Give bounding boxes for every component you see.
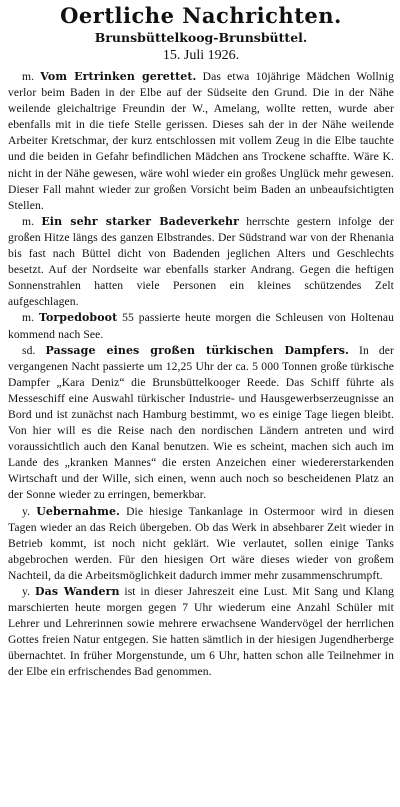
article-heading: Torpedoboot bbox=[38, 311, 118, 325]
article-heading: Uebernahme. bbox=[36, 504, 120, 518]
article-torpedo-boat bbox=[8, 310, 394, 342]
article-heading: Das Wandern bbox=[34, 585, 120, 598]
section-title: Oertliche Nachrichten. bbox=[60, 3, 342, 28]
article-prefix: m. bbox=[22, 214, 42, 228]
issue-date: 15. Juli 1926. bbox=[162, 48, 240, 63]
section-subtitle: Brunsbüttelkoog-Brunsbüttel. bbox=[94, 30, 308, 45]
article-prefix: y. bbox=[22, 504, 37, 518]
article-body: Die hiesige Tankanlage in Ostermoor wird in diesen Tagen wieder an das Reich übergeben. Ob das Werk in absehbarer Zeit wieder in Betrieb kommt, ist noch nicht geklärt. Wie verlautet, sollen einige Tanks abgebrochen werden. Für den hiesigen Ort wäre dieses wieder von großem Nachteil, da die Arbeitsmöglichkeit dadurch immer mehr zusammenschrumpft. bbox=[8, 504, 394, 582]
article-body: herrschte gestern infolge der großen Hitze längs des ganzen Elbstrandes. Der Südstrand war von der Rhenania bis fast nach Büttel dicht von Badenden jeglichen Alters und Geschlechts besetzt. Auf der Nordseite war ebenfalls starker Andrang. Gegen die heftigen Sonnenstrahlen hatten viele Personen ein kleines schützendes Zelt aufgeschlagen. bbox=[8, 214, 394, 309]
article-body: 55 passierte heute morgen die Schleusen von Holtenau kommend nach See. bbox=[8, 311, 394, 341]
article-prefix: sd. bbox=[22, 343, 46, 357]
article-heading: Vom Ertrinken gerettet. bbox=[40, 70, 197, 83]
article-body: ist in dieser Jahreszeit eine Lust. Mit Sang und Klang marschierten heute morgen gegen 7 Uhr wiederum eine Anzahl Schüler mit Lehrer und Lehrerinnen sowie mehrere erwachsene Wandervögel der herrlichen Gottes freien Natur entgegen. Sie hatten sämtlich in der hiesigen Jugendherberge übernachtet. In früher Morgenstunde, um 6 Uhr, hatten schon alle Teilnehmer in der Elbe ein erfrischendes Bad genommen. bbox=[8, 585, 395, 679]
article-turkish-steamer bbox=[8, 343, 394, 504]
article-prefix: m. bbox=[22, 70, 41, 83]
article-heading: Passage eines großen türkischen Dampfers. bbox=[45, 343, 349, 357]
article-prefix: y. bbox=[22, 585, 35, 598]
article-prefix: m. bbox=[22, 311, 39, 325]
article-hiking bbox=[8, 584, 394, 681]
article-drowning-rescue bbox=[8, 69, 394, 214]
article-heading: Ein sehr starker Badeverkehr bbox=[41, 214, 240, 228]
article-takeover bbox=[8, 504, 394, 584]
article-body: In der vergangenen Nacht passierte um 12,25 Uhr der ca. 5 000 Tonnen große türkische Dampfer „Kara Deniz“ die Brunsbüttelkooger Reede. Das Schiff führte als Messeschiff eine Auswahl türkischer Industrie- und Hausgewerbserzeugnisse an Bord und ist zunächst nach Hamburg bestimmt, wo es einige Tage liegen bleibt. Von hier will es die Reise nach den nordischen Ländern antreten und wird voraussichtlich auch den Kanal benutzen. Wie es scheint, machen sich auch im Lande des „kranken Mannes“ die ersten Anzeichen einer wiedererstarkenden Wirtschaft und der Wille, sich einen, wenn auch noch so bescheidenen Platz an der Sonne wieder zu erringen, bemerkbar. bbox=[8, 343, 394, 502]
article-bathing-traffic bbox=[8, 214, 394, 311]
article-body: Das etwa 10jährige Mädchen Wollnig verlor beim Baden in der Elbe auf der Südseite den Grund. Die in der Nähe weilende gleichaltrige Freundin der W., Amelang, wollte retten, wurde aber ebenfalls mit in die tiefe Stelle gerissen. Dieses sah der in der Nähe weilende Arbeiter Kretschmar, der kurz entschlossen mit vollem Zeug in die Elbe tauchte und die beiden in Gefahr befindlichen Mädchen ans Trockene schaffte. Wäre K. nicht in der Nähe gewesen, wäre wohl wieder ein großes Unglück mehr gewesen. Dieser Fall mahnt wieder zur großen Vorsicht beim Baden an unbeaufsichtigten Stellen. bbox=[8, 70, 394, 212]
